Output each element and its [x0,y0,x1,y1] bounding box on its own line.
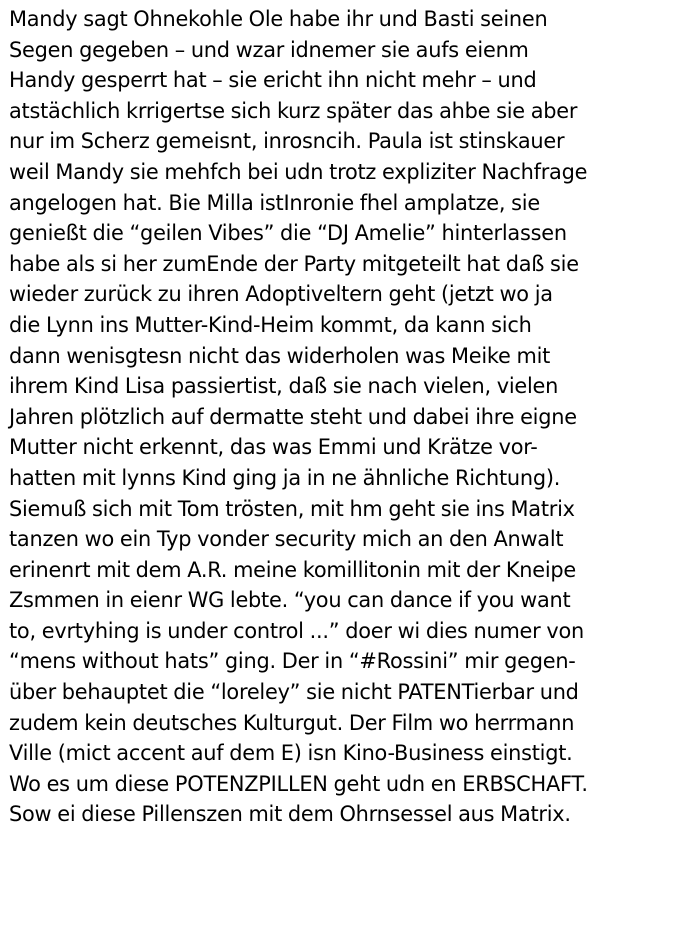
text-line: hatten mit lynns Kind ging ja in ne ähnliche Richtung). [9,465,561,490]
text-line: Mutter nicht erkennt, das was Emmi und Krätze vor- [9,435,538,460]
text-line: die Lynn ins Mutter-Kind-Heim kommt, da kann sich [9,312,532,337]
text-line: Ville (mict accent auf dem E) isn Kino-Business einstigt. [9,741,573,766]
text-line: atstächlich krrigertse sich kurz später das ahbe sie aber [9,98,578,123]
text-line: zudem kein deutsches Kulturgut. Der Film wo herrmann [9,710,575,735]
text-line: to, evrtyhing is under control ...” doer wi dies numer von [9,618,584,643]
text-line: nur im Scherz gemeisnt, inrosncih. Paula ist stinskauer [9,129,565,154]
text-line: dann wenisgtesn nicht das widerholen was Meike mit [9,343,551,368]
text-line: über behauptet die “loreley” sie nicht PATENTierbar und [9,680,579,705]
text-line: weil Mandy sie mehfch bei udn trotz expliziter Nachfrage [9,159,588,184]
text-line: erinenrt mit dem A.R. meine komillitonin mit der Kneipe [9,557,577,582]
text-line: Zsmmen in eienr WG lebte. “you can dance if you want [9,588,571,613]
document-text-body [9,4,684,830]
text-line: Handy gesperrt hat – sie ericht ihn nicht mehr – und [9,68,537,93]
text-line: Mandy sagt Ohnekohle Ole habe ihr und Basti seinen [9,7,548,31]
text-line: habe als si her zumEnde der Party mitgeteilt hat daß sie [9,251,579,276]
text-line: angelogen hat. Bie Milla istInronie fhel amplatze, sie [9,190,540,215]
text-line: “mens without hats” ging. Der in “#Rossini” mir gegen- [9,649,576,674]
text-line: Segen gegeben – und wzar idnemer sie aufs eienm [9,37,529,62]
text-line: Sow ei diese Pillenszen mit dem Ohrnsessel aus Matrix. [9,802,571,827]
text-line: genießt die “geilen Vibes” die “DJ Amelie” hinterlassen [9,221,567,246]
text-line: ihrem Kind Lisa passiertist, daß sie nach vielen, vielen [9,374,559,399]
text-line: tanzen wo ein Typ vonder security mich an den Anwalt [9,527,564,552]
text-line: Wo es um diese POTENZPILLEN geht udn en ERBSCHAFT. [9,771,588,796]
text-line: Jahren plötzlich auf dermatte steht und dabei ihre eigne [9,404,577,429]
text-line: wieder zurück zu ihren Adoptiveltern geht (jetzt wo ja [9,282,553,307]
text-line: Siemuß sich mit Tom trösten, mit hm geht sie ins Matrix [9,496,575,521]
